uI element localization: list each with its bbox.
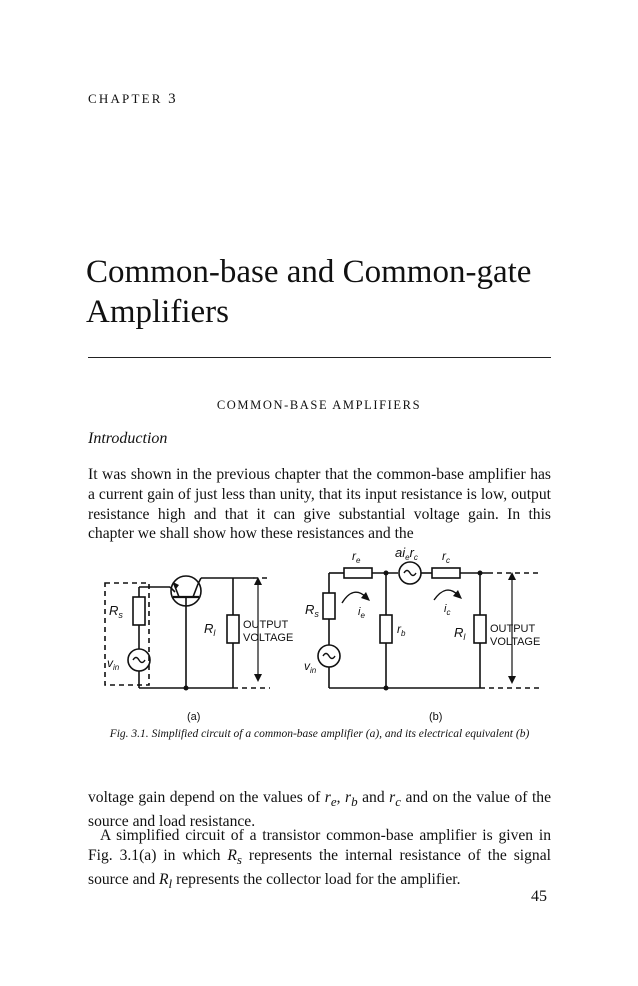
resistor-rs-a [133, 597, 145, 625]
label-voltage-a: VOLTAGE [243, 632, 294, 644]
label-vin-b: $v_{in}$ [304, 659, 317, 675]
label-rs-a: $R_s$ [109, 603, 123, 620]
label-rl-b: $R_l$ [454, 625, 466, 642]
resistor-rc [432, 568, 460, 578]
paragraph-intro: It was shown in the previous chapter that the common-base amplifier has a current gain of just less than unity, that its input resistance is low, output resistance high and that it can give substantial voltage gain. In this chapter we shall show how these resistances and the [88, 466, 551, 543]
resistor-re [344, 568, 372, 578]
title-divider [88, 357, 551, 358]
chapter-title-line2: Amplifiers [86, 294, 229, 330]
resistor-rl-b [474, 615, 486, 643]
caption-text: Simplified circuit of a common-base amplifier (a), and its electrical equivalent (b) [151, 728, 530, 740]
label-voltage-b: VOLTAGE [490, 636, 541, 648]
label-rl-a: $R_l$ [204, 621, 216, 638]
chapter-title [86, 252, 531, 332]
section-heading: COMMON-BASE AMPLIFIERS [216, 398, 422, 412]
page-number: 45 [531, 888, 547, 905]
chapter-label [88, 91, 176, 108]
chapter-title-line1: Common-base and Common-gate [86, 254, 532, 290]
paragraph-continuation: voltage gain depend on the values of $r_e$, $r_b$ and $r_c$ and on the value of the source and load resistance. [88, 789, 552, 830]
paragraph-simplified-circuit: A simplified circuit of a transistor common-base amplifier is given in Fig. 3.1(a) in which $R_s$ represents the internal resistance of the signal source and $R_l$ represents the collector load for the amplifier. [88, 827, 551, 891]
label-vin-a: $v_{in}$ [107, 656, 120, 672]
label-ic: $i_c$ [444, 603, 451, 617]
figure-circuit [100, 545, 550, 725]
label-re: $r_e$ [352, 549, 361, 565]
label-rc: $r_c$ [442, 549, 450, 565]
figure-label-a: (a) [187, 711, 201, 723]
resistor-rl-a [227, 615, 239, 643]
label-output-b: OUTPUT [490, 623, 536, 635]
label-rb: $r_b$ [397, 622, 406, 638]
label-ie: $i_e$ [358, 606, 365, 620]
label-output-a: OUTPUT [243, 619, 289, 631]
chapter-number: 3 [168, 91, 176, 107]
figure-label-b: (b) [429, 711, 443, 723]
label-rs-b: $R_s$ [305, 602, 319, 619]
resistor-rs-b [323, 593, 335, 619]
caption-fig-number: Fig. 3.1. [109, 728, 149, 740]
label-aiere: $ai_er_c$ [395, 545, 418, 562]
chapter-word: CHAPTER [88, 91, 163, 106]
figure-caption [88, 727, 551, 742]
resistor-rb [380, 615, 392, 643]
subsection-heading: Introduction [88, 430, 168, 447]
